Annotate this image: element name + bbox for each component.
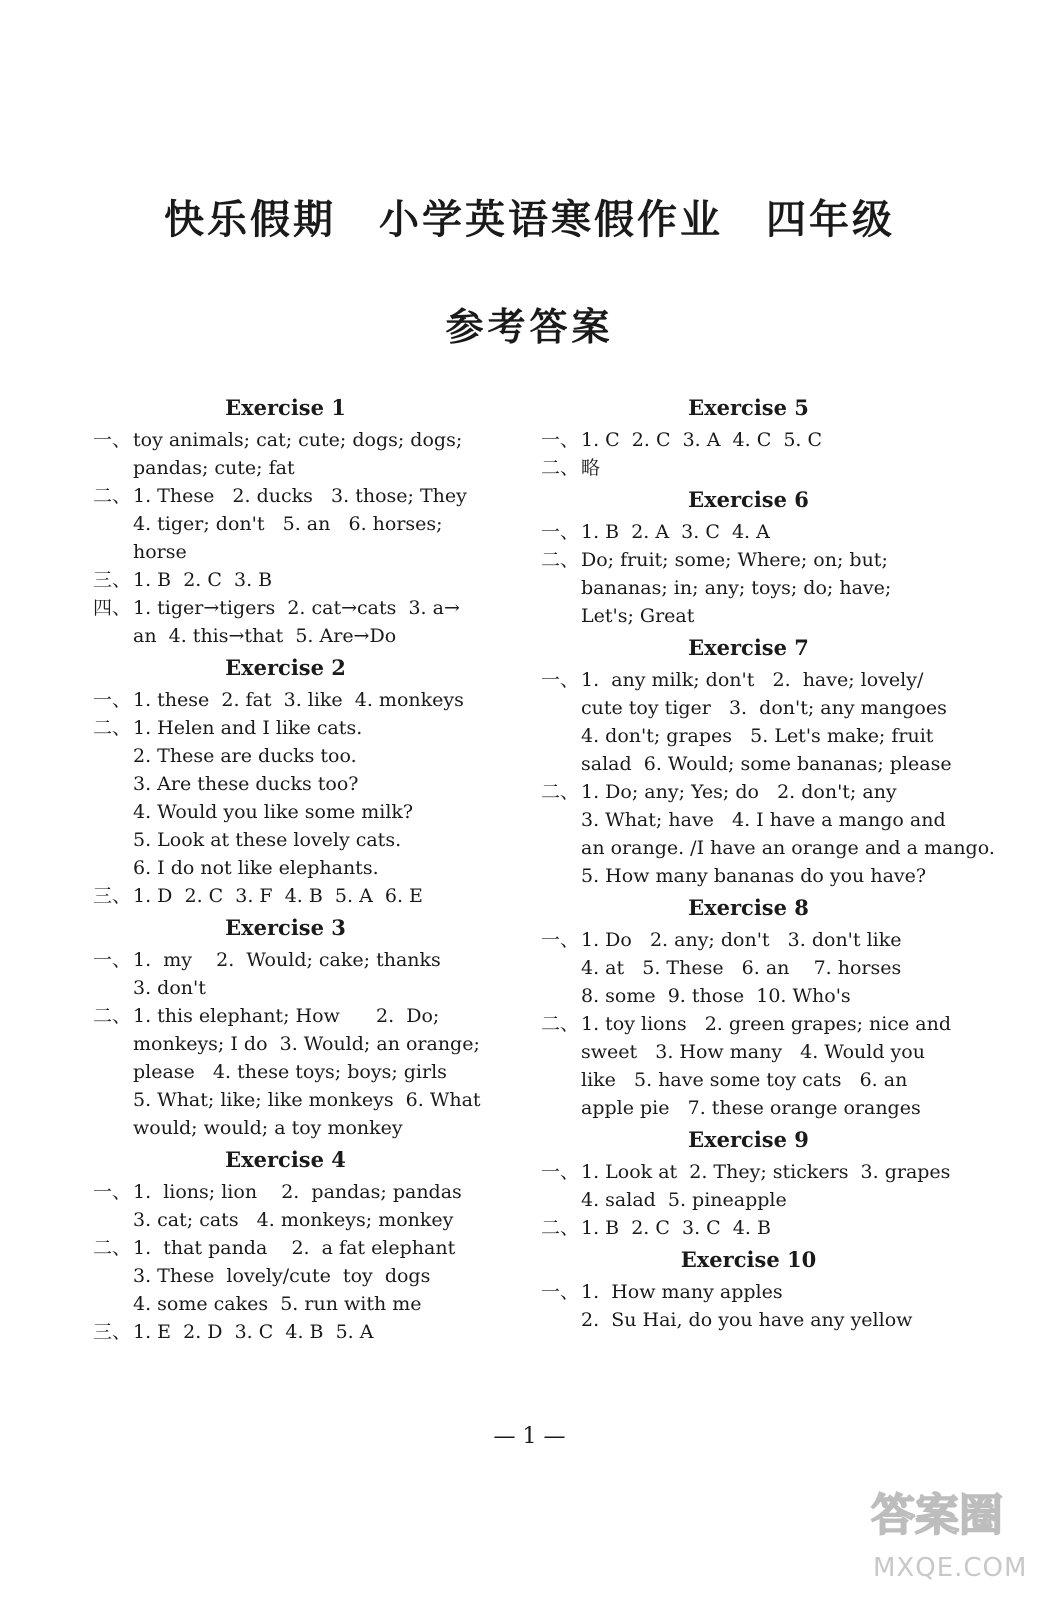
answer-lines bbox=[581, 778, 995, 890]
answer-lines bbox=[581, 454, 956, 482]
answer-line: 1. How many apples bbox=[581, 1281, 783, 1303]
answer-item bbox=[541, 926, 956, 1010]
answer-line: 1. Look at 2. They; stickers 3. grapes bbox=[581, 1161, 951, 1183]
answer-lines bbox=[133, 1002, 481, 1142]
section-marker: 三、 bbox=[93, 1321, 132, 1343]
answer-lines bbox=[133, 882, 478, 910]
answer-line: 5. How many bananas do you have? bbox=[581, 865, 927, 887]
answer-line: 1. toy lions 2. green grapes; nice and bbox=[581, 1013, 952, 1035]
exercise-heading: Exercise 7 bbox=[688, 635, 809, 660]
answer-line: 1. any milk; don't 2. have; lovely/ bbox=[581, 669, 924, 691]
section-marker: 一、 bbox=[541, 521, 580, 543]
section-marker: 三、 bbox=[93, 569, 132, 591]
answer-line: 1. these 2. fat 3. like 4. monkeys bbox=[133, 689, 464, 711]
answer-lines bbox=[133, 686, 478, 714]
answer-lines bbox=[133, 1178, 478, 1234]
answer-item bbox=[93, 594, 478, 650]
exercise-heading: Exercise 3 bbox=[225, 915, 346, 940]
section-marker: 二、 bbox=[93, 1237, 132, 1259]
section-marker: 四、 bbox=[93, 597, 132, 619]
answer-line: 2. These are ducks too. bbox=[133, 745, 357, 767]
answer-item bbox=[541, 666, 956, 778]
section-marker: 一、 bbox=[541, 429, 580, 451]
answer-item bbox=[93, 1002, 481, 1142]
page-title: 快乐假期 小学英语寒假作业 四年级 bbox=[164, 197, 895, 243]
section-marker: 二、 bbox=[93, 717, 132, 739]
section-marker: 二、 bbox=[541, 1217, 580, 1239]
answer-line: 1. B 2. C 3. B bbox=[133, 569, 273, 591]
answer-line: 4. at 5. These 6. an 7. horses bbox=[581, 957, 902, 979]
answer-lines bbox=[133, 1318, 478, 1346]
answer-line: sweet 3. How many 4. Would you bbox=[581, 1041, 925, 1063]
answer-item bbox=[93, 946, 478, 1002]
answer-line: 3. What; have 4. I have a mango and bbox=[581, 809, 946, 831]
section-marker: 一、 bbox=[541, 929, 580, 951]
section-marker: 一、 bbox=[541, 1281, 580, 1303]
exercise-heading: Exercise 9 bbox=[688, 1127, 809, 1152]
answer-line: 1. that panda 2. a fat elephant bbox=[133, 1237, 456, 1259]
answer-line: bananas; in; any; toys; do; have; bbox=[581, 577, 892, 599]
answer-item bbox=[93, 714, 478, 882]
answer-line: monkeys; I do 3. Would; an orange; bbox=[133, 1033, 480, 1055]
answer-lines bbox=[581, 1278, 956, 1334]
answer-lines bbox=[133, 566, 478, 594]
section-marker: 一、 bbox=[93, 1181, 132, 1203]
section-marker: 一、 bbox=[541, 669, 580, 691]
answer-key-heading: 参考答案 bbox=[445, 305, 614, 349]
exercise-heading: Exercise 10 bbox=[680, 1247, 817, 1272]
answer-line: 1. my 2. Would; cake; thanks bbox=[133, 949, 441, 971]
answer-item bbox=[541, 1278, 956, 1334]
answer-line: please 4. these toys; boys; girls bbox=[133, 1061, 447, 1083]
exercise-heading: Exercise 8 bbox=[688, 895, 809, 920]
section-marker: 二、 bbox=[93, 1005, 132, 1027]
answer-line: 3. cat; cats 4. monkeys; monkey bbox=[133, 1209, 454, 1231]
section-marker: 三、 bbox=[93, 885, 132, 907]
answer-line: horse bbox=[133, 541, 187, 563]
answer-line: 略 bbox=[581, 457, 601, 479]
answer-item bbox=[541, 1214, 956, 1242]
answer-lines bbox=[581, 1158, 956, 1214]
section-marker: 二、 bbox=[541, 457, 580, 479]
answer-line: 1. B 2. A 3. C 4. A bbox=[581, 521, 770, 543]
answer-line: would; would; a toy monkey bbox=[133, 1117, 403, 1139]
answer-lines bbox=[133, 482, 478, 566]
answer-line: 5. Look at these lovely cats. bbox=[133, 829, 402, 851]
answer-item bbox=[93, 426, 478, 482]
answer-line: 4. some cakes 5. run with me bbox=[133, 1293, 422, 1315]
left-column bbox=[93, 390, 481, 1346]
answer-item bbox=[541, 1010, 956, 1122]
section-marker: 二、 bbox=[541, 781, 580, 803]
answer-line: Let's; Great bbox=[581, 605, 695, 627]
answer-line: 4. tiger; don't 5. an 6. horses; bbox=[133, 513, 443, 535]
answer-line: an orange. /I have an orange and a mango. bbox=[581, 837, 995, 859]
answer-line: 4. salad 5. pineapple bbox=[581, 1189, 787, 1211]
answer-lines bbox=[581, 546, 956, 630]
answer-line: Do; fruit; some; Where; on; but; bbox=[581, 549, 888, 571]
answer-lines bbox=[133, 714, 478, 882]
answer-line: 1. Helen and I like cats. bbox=[133, 717, 363, 739]
exercise-heading: Exercise 2 bbox=[225, 655, 346, 680]
answer-line: 1. C 2. C 3. A 4. C 5. C bbox=[581, 429, 823, 451]
answer-item bbox=[93, 686, 478, 714]
section-marker: 二、 bbox=[541, 549, 580, 571]
section-marker: 一、 bbox=[93, 429, 132, 451]
answer-lines bbox=[133, 594, 478, 650]
answer-lines bbox=[581, 518, 956, 546]
answer-lines bbox=[581, 666, 956, 778]
exercise-heading: Exercise 5 bbox=[688, 395, 809, 420]
section-marker: 一、 bbox=[93, 689, 132, 711]
answer-lines bbox=[581, 426, 956, 454]
answer-line: 3. Are these ducks too? bbox=[133, 773, 359, 795]
answer-line: 1. Do 2. any; don't 3. don't like bbox=[581, 929, 902, 951]
answer-item bbox=[93, 482, 478, 566]
watermark-logo bbox=[865, 1478, 1045, 1588]
answer-item bbox=[541, 1158, 956, 1214]
answer-line: cute toy tiger 3. don't; any mangoes bbox=[581, 697, 947, 719]
answer-line: salad 6. Would; some bananas; please bbox=[581, 753, 952, 775]
answer-line: 3. don't bbox=[133, 977, 206, 999]
answer-line: 3. These lovely/cute toy dogs bbox=[133, 1265, 431, 1287]
answer-item bbox=[93, 566, 478, 594]
answer-item bbox=[541, 546, 956, 630]
answer-item bbox=[541, 426, 956, 454]
exercise-heading: Exercise 6 bbox=[688, 487, 809, 512]
answer-item bbox=[93, 1234, 478, 1318]
answer-line: 6. I do not like elephants. bbox=[133, 857, 379, 879]
watermark-url: MXQE.COM bbox=[873, 1553, 1028, 1583]
section-marker: 一、 bbox=[541, 1161, 580, 1183]
answer-lines bbox=[133, 1234, 478, 1318]
page-number: — 1 — bbox=[493, 1424, 566, 1449]
answer-line: 1. B 2. C 3. C 4. B bbox=[581, 1217, 771, 1239]
answer-line: 1. D 2. C 3. F 4. B 5. A 6. E bbox=[133, 885, 423, 907]
answer-line: 1. tiger→tigers 2. cat→cats 3. a→ bbox=[133, 597, 460, 619]
answer-line: pandas; cute; fat bbox=[133, 457, 295, 479]
answer-line: toy animals; cat; cute; dogs; dogs; bbox=[133, 429, 463, 451]
watermark-mark: 答案圈 bbox=[871, 1490, 1003, 1541]
answer-item bbox=[93, 1178, 478, 1234]
exercise-heading: Exercise 1 bbox=[225, 395, 346, 420]
answer-lines bbox=[581, 926, 956, 1010]
answer-line: 1. These 2. ducks 3. those; They bbox=[133, 485, 467, 507]
answer-item bbox=[93, 1318, 478, 1346]
answer-line: 1. Do; any; Yes; do 2. don't; any bbox=[581, 781, 897, 803]
answer-item bbox=[93, 882, 478, 910]
answer-line: apple pie 7. these orange oranges bbox=[581, 1097, 921, 1119]
answer-line: 8. some 9. those 10. Who's bbox=[581, 985, 851, 1007]
answer-item bbox=[541, 778, 995, 890]
answer-line: 5. What; like; like monkeys 6. What bbox=[133, 1089, 481, 1111]
section-marker: 一、 bbox=[93, 949, 132, 971]
answer-lines bbox=[581, 1214, 956, 1242]
answer-line: 2. Su Hai, do you have any yellow bbox=[581, 1309, 913, 1331]
answer-line: 1. lions; lion 2. pandas; pandas bbox=[133, 1181, 462, 1203]
exercise-heading: Exercise 4 bbox=[225, 1147, 346, 1172]
answer-line: 4. Would you like some milk? bbox=[133, 801, 414, 823]
answer-lines bbox=[133, 426, 478, 482]
answer-line: an 4. this→that 5. Are→Do bbox=[133, 625, 397, 647]
answer-line: 1. this elephant; How 2. Do; bbox=[133, 1005, 440, 1027]
answer-line: 4. don't; grapes 5. Let's make; fruit bbox=[581, 725, 934, 747]
answer-line: 1. E 2. D 3. C 4. B 5. A bbox=[133, 1321, 374, 1343]
answer-line: like 5. have some toy cats 6. an bbox=[581, 1069, 908, 1091]
right-column bbox=[541, 390, 995, 1334]
section-marker: 二、 bbox=[93, 485, 132, 507]
answer-lines bbox=[581, 1010, 956, 1122]
answer-item bbox=[541, 518, 956, 546]
answer-item bbox=[541, 454, 956, 482]
answer-lines bbox=[133, 946, 478, 1002]
section-marker: 二、 bbox=[541, 1013, 580, 1035]
